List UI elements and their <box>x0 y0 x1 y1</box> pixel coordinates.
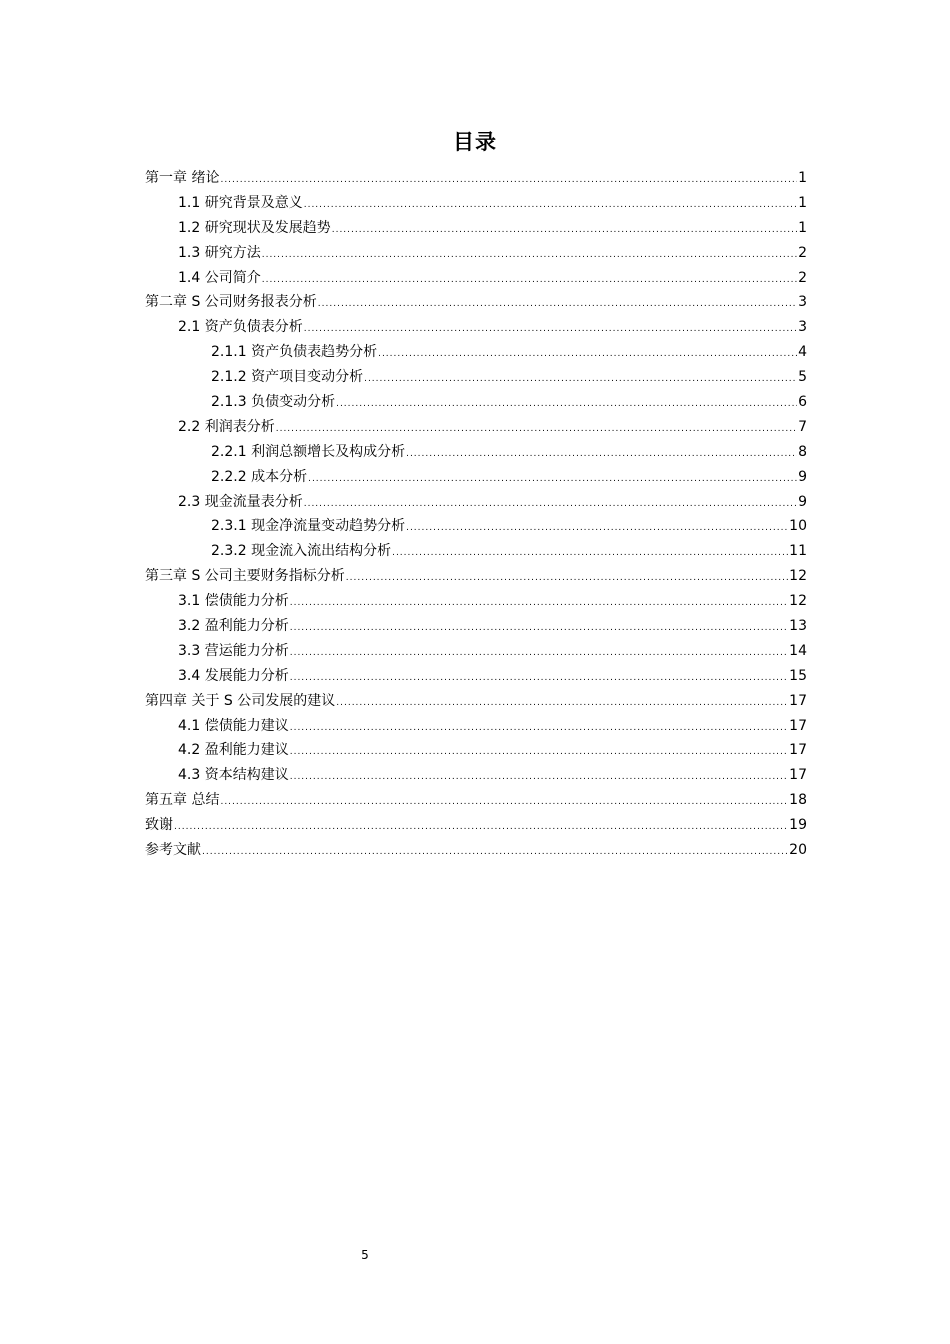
toc-entry-text: 第三章 S 公司主要财务指标分析 <box>145 568 345 585</box>
toc-dot-leader <box>308 467 797 492</box>
toc-dot-leader <box>290 740 788 765</box>
toc-entry-page: 17 <box>789 742 807 759</box>
toc-entry[interactable] <box>145 415 807 440</box>
toc-entry-text: 2.2.1 利润总额增长及构成分析 <box>211 443 406 460</box>
toc-entry-text: 4.1 偿债能力建议 <box>178 717 289 734</box>
toc-entry-text: 4.2 盈利能力建议 <box>178 742 289 759</box>
toc-entry[interactable] <box>145 689 807 714</box>
toc-entry-text: 2.1 资产负债表分析 <box>178 319 303 336</box>
toc-entry-page: 17 <box>789 767 807 784</box>
page-number: 5 <box>361 1248 369 1262</box>
toc-entry-text: 第五章 总结 <box>145 792 220 809</box>
toc-entry-page: 6 <box>798 394 807 411</box>
toc-entry[interactable] <box>145 465 807 490</box>
toc-entry-text: 3.2 盈利能力分析 <box>178 618 289 635</box>
toc-entry-page: 3 <box>798 319 807 336</box>
toc-entry-text: 1.4 公司简介 <box>178 269 261 286</box>
toc-entry-page: 20 <box>789 842 807 859</box>
toc-entry[interactable] <box>145 514 807 539</box>
toc-entry-page: 5 <box>798 369 807 386</box>
toc-dot-leader <box>304 492 797 517</box>
toc-entry-page: 9 <box>798 468 807 485</box>
toc-entry-page: 14 <box>789 642 807 659</box>
toc-entry-page: 1 <box>798 194 807 211</box>
toc-dot-leader <box>262 243 797 268</box>
toc-dot-leader <box>290 591 788 616</box>
toc-entry-page: 10 <box>789 518 807 535</box>
toc-dot-leader <box>332 218 797 243</box>
toc-entry[interactable] <box>145 589 807 614</box>
toc-entry-text: 2.1.3 负债变动分析 <box>211 394 336 411</box>
toc-entry-text: 2.2 利润表分析 <box>178 418 275 435</box>
toc-entry-page: 3 <box>798 294 807 311</box>
toc-dot-leader <box>318 292 797 317</box>
toc-entry-page: 1 <box>798 219 807 236</box>
toc-entry-text: 1.3 研究方法 <box>178 244 261 261</box>
toc-title: 目录 <box>453 130 497 154</box>
toc-entry[interactable] <box>145 714 807 739</box>
toc-dot-leader <box>202 840 788 865</box>
toc-entry-text: 3.3 营运能力分析 <box>178 642 289 659</box>
toc-entry[interactable] <box>145 290 807 315</box>
toc-entry-page: 2 <box>798 269 807 286</box>
toc-entry-page: 13 <box>789 618 807 635</box>
toc-dot-leader <box>220 790 788 815</box>
toc-entry[interactable] <box>145 738 807 763</box>
toc-entry[interactable] <box>145 639 807 664</box>
toc-entry-text: 致谢 <box>145 817 173 834</box>
toc-entry[interactable] <box>145 813 807 838</box>
toc-entry[interactable] <box>145 539 807 564</box>
toc-entry[interactable] <box>145 216 807 241</box>
toc-entry[interactable] <box>145 340 807 365</box>
toc-entry-text: 2.1.1 资产负债表趋势分析 <box>211 344 378 361</box>
toc-entry[interactable] <box>145 564 807 589</box>
toc-entry-page: 2 <box>798 244 807 261</box>
toc-entry-text: 参考文献 <box>145 842 201 859</box>
toc-entry[interactable] <box>145 838 807 863</box>
toc-entry[interactable] <box>145 763 807 788</box>
toc-dot-leader <box>290 666 788 691</box>
toc-entry-text: 2.3.1 现金净流量变动趋势分析 <box>211 518 406 535</box>
toc-dot-leader <box>290 716 788 741</box>
toc-entry[interactable] <box>145 490 807 515</box>
toc-entry-page: 17 <box>789 717 807 734</box>
toc-entry[interactable] <box>145 315 807 340</box>
toc-entry-text: 第一章 绪论 <box>145 170 220 186</box>
toc-entry-text: 2.3.2 现金流入流出结构分析 <box>211 543 392 560</box>
toc-dot-leader <box>290 765 788 790</box>
toc-entry[interactable] <box>145 266 807 291</box>
toc-entry-text: 2.3 现金流量表分析 <box>178 493 303 510</box>
toc-entry-page: 11 <box>789 543 807 560</box>
toc-entry-text: 第四章 关于 S 公司发展的建议 <box>145 692 336 709</box>
toc-dot-leader <box>364 367 797 392</box>
toc-dot-leader <box>262 268 797 293</box>
toc-entry[interactable] <box>145 614 807 639</box>
toc-entry-page: 12 <box>789 568 807 585</box>
toc-dot-leader <box>290 641 788 666</box>
toc-entry-page: 17 <box>789 692 807 709</box>
toc-dot-leader <box>336 392 797 417</box>
toc-entry[interactable] <box>145 788 807 813</box>
toc-entry[interactable] <box>145 241 807 266</box>
toc-dot-leader <box>304 193 797 218</box>
toc-entry-page: 15 <box>789 667 807 684</box>
toc-entry-page: 9 <box>798 493 807 510</box>
toc-entry[interactable] <box>145 390 807 415</box>
toc-entry-page: 18 <box>789 792 807 809</box>
toc-dot-leader <box>406 442 797 467</box>
toc-dot-leader <box>346 566 788 591</box>
toc-dot-leader <box>336 691 788 716</box>
table-of-contents <box>145 166 807 863</box>
toc-entry-page: 19 <box>789 817 807 834</box>
toc-entry-page: 8 <box>798 443 807 460</box>
toc-entry-page: 4 <box>798 344 807 361</box>
toc-entry[interactable] <box>145 191 807 216</box>
toc-dot-leader <box>406 516 788 541</box>
toc-entry-text: 3.4 发展能力分析 <box>178 667 289 684</box>
toc-dot-leader <box>276 417 797 442</box>
toc-entry-text: 4.3 资本结构建议 <box>178 767 289 784</box>
toc-dot-leader <box>290 616 788 641</box>
toc-entry-page: 12 <box>789 593 807 610</box>
toc-entry-text: 2.2.2 成本分析 <box>211 468 308 485</box>
toc-entry[interactable] <box>145 440 807 465</box>
toc-dot-leader <box>378 342 797 367</box>
toc-dot-leader <box>304 317 797 342</box>
toc-entry-page: 7 <box>798 418 807 435</box>
toc-entry-page: 1 <box>798 170 807 186</box>
toc-entry-text: 第二章 S 公司财务报表分析 <box>145 294 317 311</box>
toc-entry[interactable] <box>145 166 807 191</box>
toc-dot-leader <box>174 815 788 840</box>
toc-entry-text: 1.1 研究背景及意义 <box>178 194 303 211</box>
toc-entry[interactable] <box>145 664 807 689</box>
toc-entry[interactable] <box>145 365 807 390</box>
toc-entry-text: 3.1 偿债能力分析 <box>178 593 289 610</box>
toc-dot-leader <box>220 168 797 193</box>
toc-dot-leader <box>392 541 788 566</box>
toc-entry-text: 1.2 研究现状及发展趋势 <box>178 219 331 236</box>
toc-entry-text: 2.1.2 资产项目变动分析 <box>211 369 364 386</box>
